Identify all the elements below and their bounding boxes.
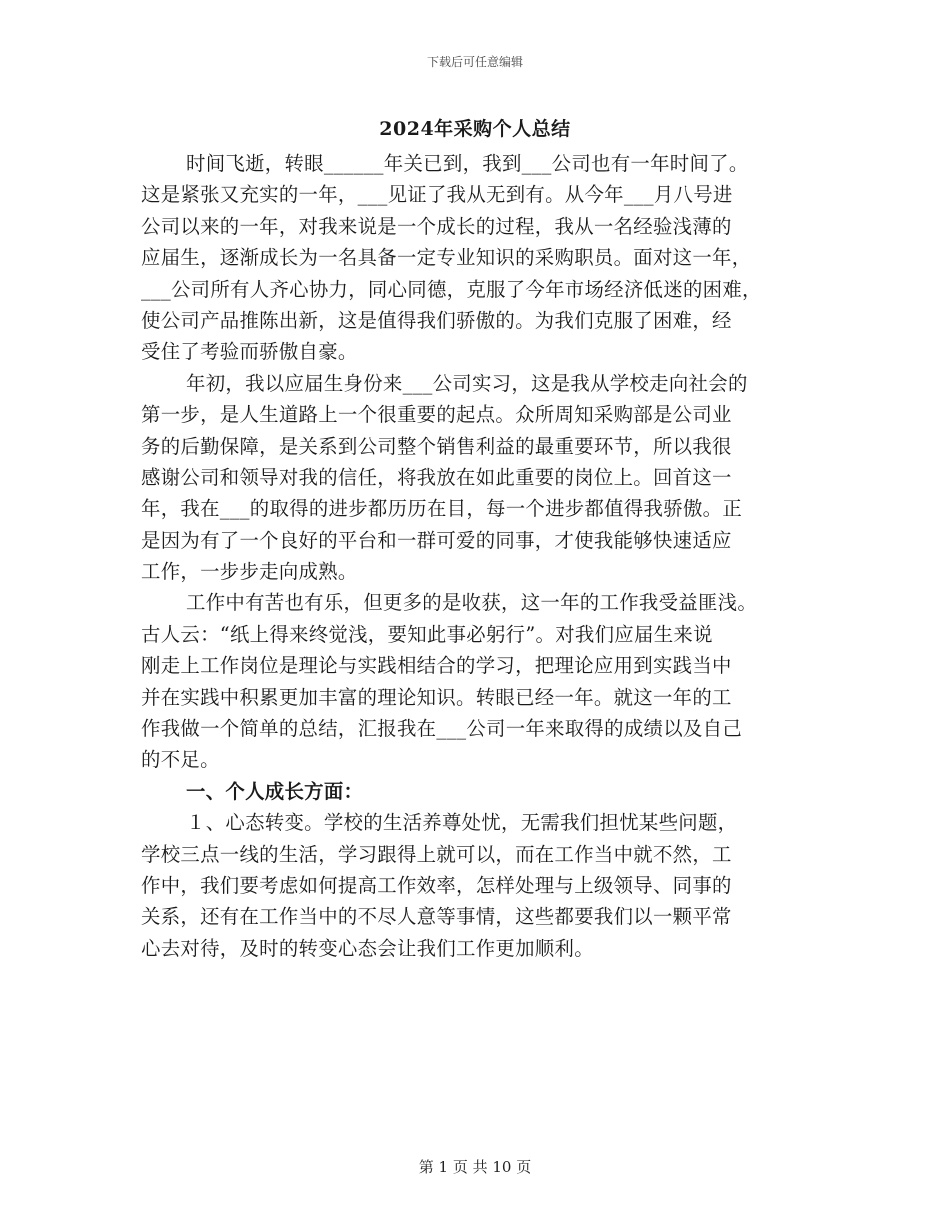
header-note: 下载后可任意编辑 xyxy=(426,55,523,69)
text-line: 是因为有了一个良好的平台和一群可爱的同事，才使我能够快速适应 xyxy=(141,528,732,552)
text-line: 公司以来的一年，对我来说是一个成长的过程，我从一名经验浅薄的 xyxy=(141,214,732,238)
text-line: 使公司产品推陈出新，这是值得我们骄傲的。为我们克服了困难，经 xyxy=(141,308,732,332)
document-body xyxy=(141,148,813,964)
text-line: 学校三点一线的生活，学习跟得上就可以，而在工作当中就不然，工 xyxy=(141,842,732,866)
text-line: 年初，我以应届生身份来___公司实习，这是我从学校走向社会的 xyxy=(186,371,748,395)
text-line: 受住了考验而骄傲自豪。 xyxy=(141,340,358,364)
text-line: 第一步，是人生道路上一个很重要的起点。众所周知采购部是公司业 xyxy=(141,403,732,427)
page-footer: 第 1 页 共 10 页 xyxy=(418,1158,532,1176)
text-line: １、心态转变。学校的生活养尊处忧，无需我们担忧某些问题， xyxy=(186,811,738,835)
text-line: 的不足。 xyxy=(141,748,220,772)
text-line: 年，我在___的取得的进步都历历在目，每一个进步都值得我骄傲。正 xyxy=(141,497,743,521)
document-title: 2024年采购个人总结 xyxy=(379,118,571,140)
text-line: 并在实践中积累更加丰富的理论知识。转眼已经一年。就这一年的工 xyxy=(141,685,732,709)
text-line: 刚走上工作岗位是理论与实践相结合的学习，把理论应用到实践当中 xyxy=(141,654,732,678)
text-line: 工作，一步步走向成熟。 xyxy=(141,560,358,584)
section-heading: 一、个人成长方面： xyxy=(186,779,364,803)
text-line: ___公司所有人齐心协力，同心同德，克服了今年市场经济低迷的困难， xyxy=(141,277,762,301)
text-line: 心去对待，及时的转变心态会让我们工作更加顺利。 xyxy=(141,936,594,960)
text-line: 作中，我们要考虑如何提高工作效率，怎样处理与上级领导、同事的 xyxy=(141,873,732,897)
text-line: 工作中有苦也有乐，但更多的是收获，这一年的工作我受益匪浅。 xyxy=(186,591,758,615)
text-line: 时间飞逝，转眼______年关已到，我到___公司也有一年时间了。 xyxy=(186,152,749,175)
text-line: 感谢公司和领导对我的信任，将我放在如此重要的岗位上。回首这一 xyxy=(141,465,732,489)
text-line: 关系，还有在工作当中的不尽人意等事情，这些都要我们以一颗平常 xyxy=(141,905,732,929)
text-line: 这是紧张又充实的一年，___见证了我从无到有。从今年___月八号进 xyxy=(141,183,733,207)
text-line: 应届生，逐渐成长为一名具备一定专业知识的采购职员。面对这一年， xyxy=(141,246,752,270)
text-line: 作我做一个简单的总结，汇报我在___公司一年来取得的成绩以及自己 xyxy=(141,717,743,741)
text-line: 古人云：“纸上得来终觉浅，要知此事必躬行”。对我们应届生来说 xyxy=(141,622,713,646)
text-line: 务的后勤保障，是关系到公司整个销售利益的最重要环节，所以我很 xyxy=(141,434,732,458)
